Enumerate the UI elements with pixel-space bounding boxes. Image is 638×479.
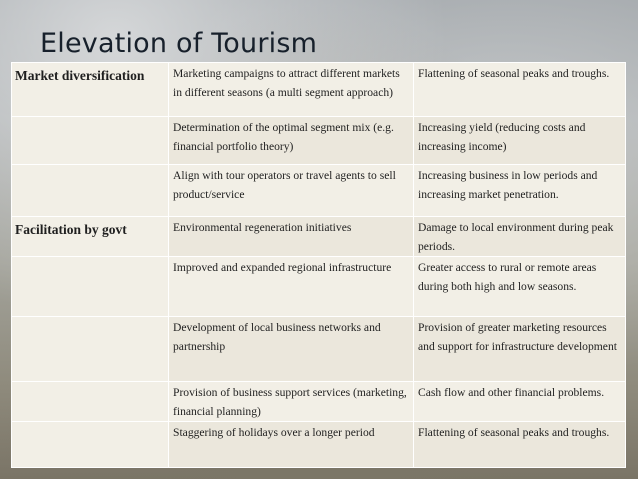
category-cell: Facilitation by govt xyxy=(12,217,169,257)
table-row xyxy=(12,63,626,117)
strategy-cell: Environmental regeneration initiatives xyxy=(169,217,414,257)
strategy-cell: Align with tour operators or travel agents to sell product/service xyxy=(169,165,414,217)
category-cell xyxy=(12,165,169,217)
effect-cell: Flattening of seasonal peaks and troughs. xyxy=(414,422,626,468)
strategy-cell: Development of local business networks and partnership xyxy=(169,317,414,382)
strategy-cell: Staggering of holidays over a longer period xyxy=(169,422,414,468)
effect-cell: Increasing business in low periods and increasing market penetration. xyxy=(414,165,626,217)
effect-cell: Greater access to rural or remote areas during both high and low seasons. xyxy=(414,257,626,317)
table-row xyxy=(12,217,626,257)
category-cell xyxy=(12,382,169,422)
table-row xyxy=(12,382,626,422)
effect-cell: Increasing yield (reducing costs and increasing income) xyxy=(414,117,626,165)
table-row xyxy=(12,422,626,468)
table-row xyxy=(12,117,626,165)
category-cell xyxy=(12,117,169,165)
strategy-cell: Determination of the optimal segment mix (e.g. financial portfolio theory) xyxy=(169,117,414,165)
strategy-cell: Provision of business support services (marketing, financial planning) xyxy=(169,382,414,422)
table-row xyxy=(12,317,626,382)
strategy-cell: Marketing campaigns to attract different markets in different seasons (a multi segment approach) xyxy=(169,63,414,117)
effect-cell: Damage to local environment during peak periods. xyxy=(414,217,626,257)
category-cell xyxy=(12,422,169,468)
table-row xyxy=(12,165,626,217)
category-cell: Market diversification xyxy=(12,63,169,117)
effect-cell: Flattening of seasonal peaks and troughs. xyxy=(414,63,626,117)
category-cell xyxy=(12,257,169,317)
table-row xyxy=(12,257,626,317)
strategy-cell: Improved and expanded regional infrastructure xyxy=(169,257,414,317)
slide-title: Elevation of Tourism xyxy=(40,28,318,59)
tourism-table xyxy=(11,62,626,468)
category-cell xyxy=(12,317,169,382)
effect-cell: Provision of greater marketing resources and support for infrastructure development xyxy=(414,317,626,382)
effect-cell: Cash flow and other financial problems. xyxy=(414,382,626,422)
